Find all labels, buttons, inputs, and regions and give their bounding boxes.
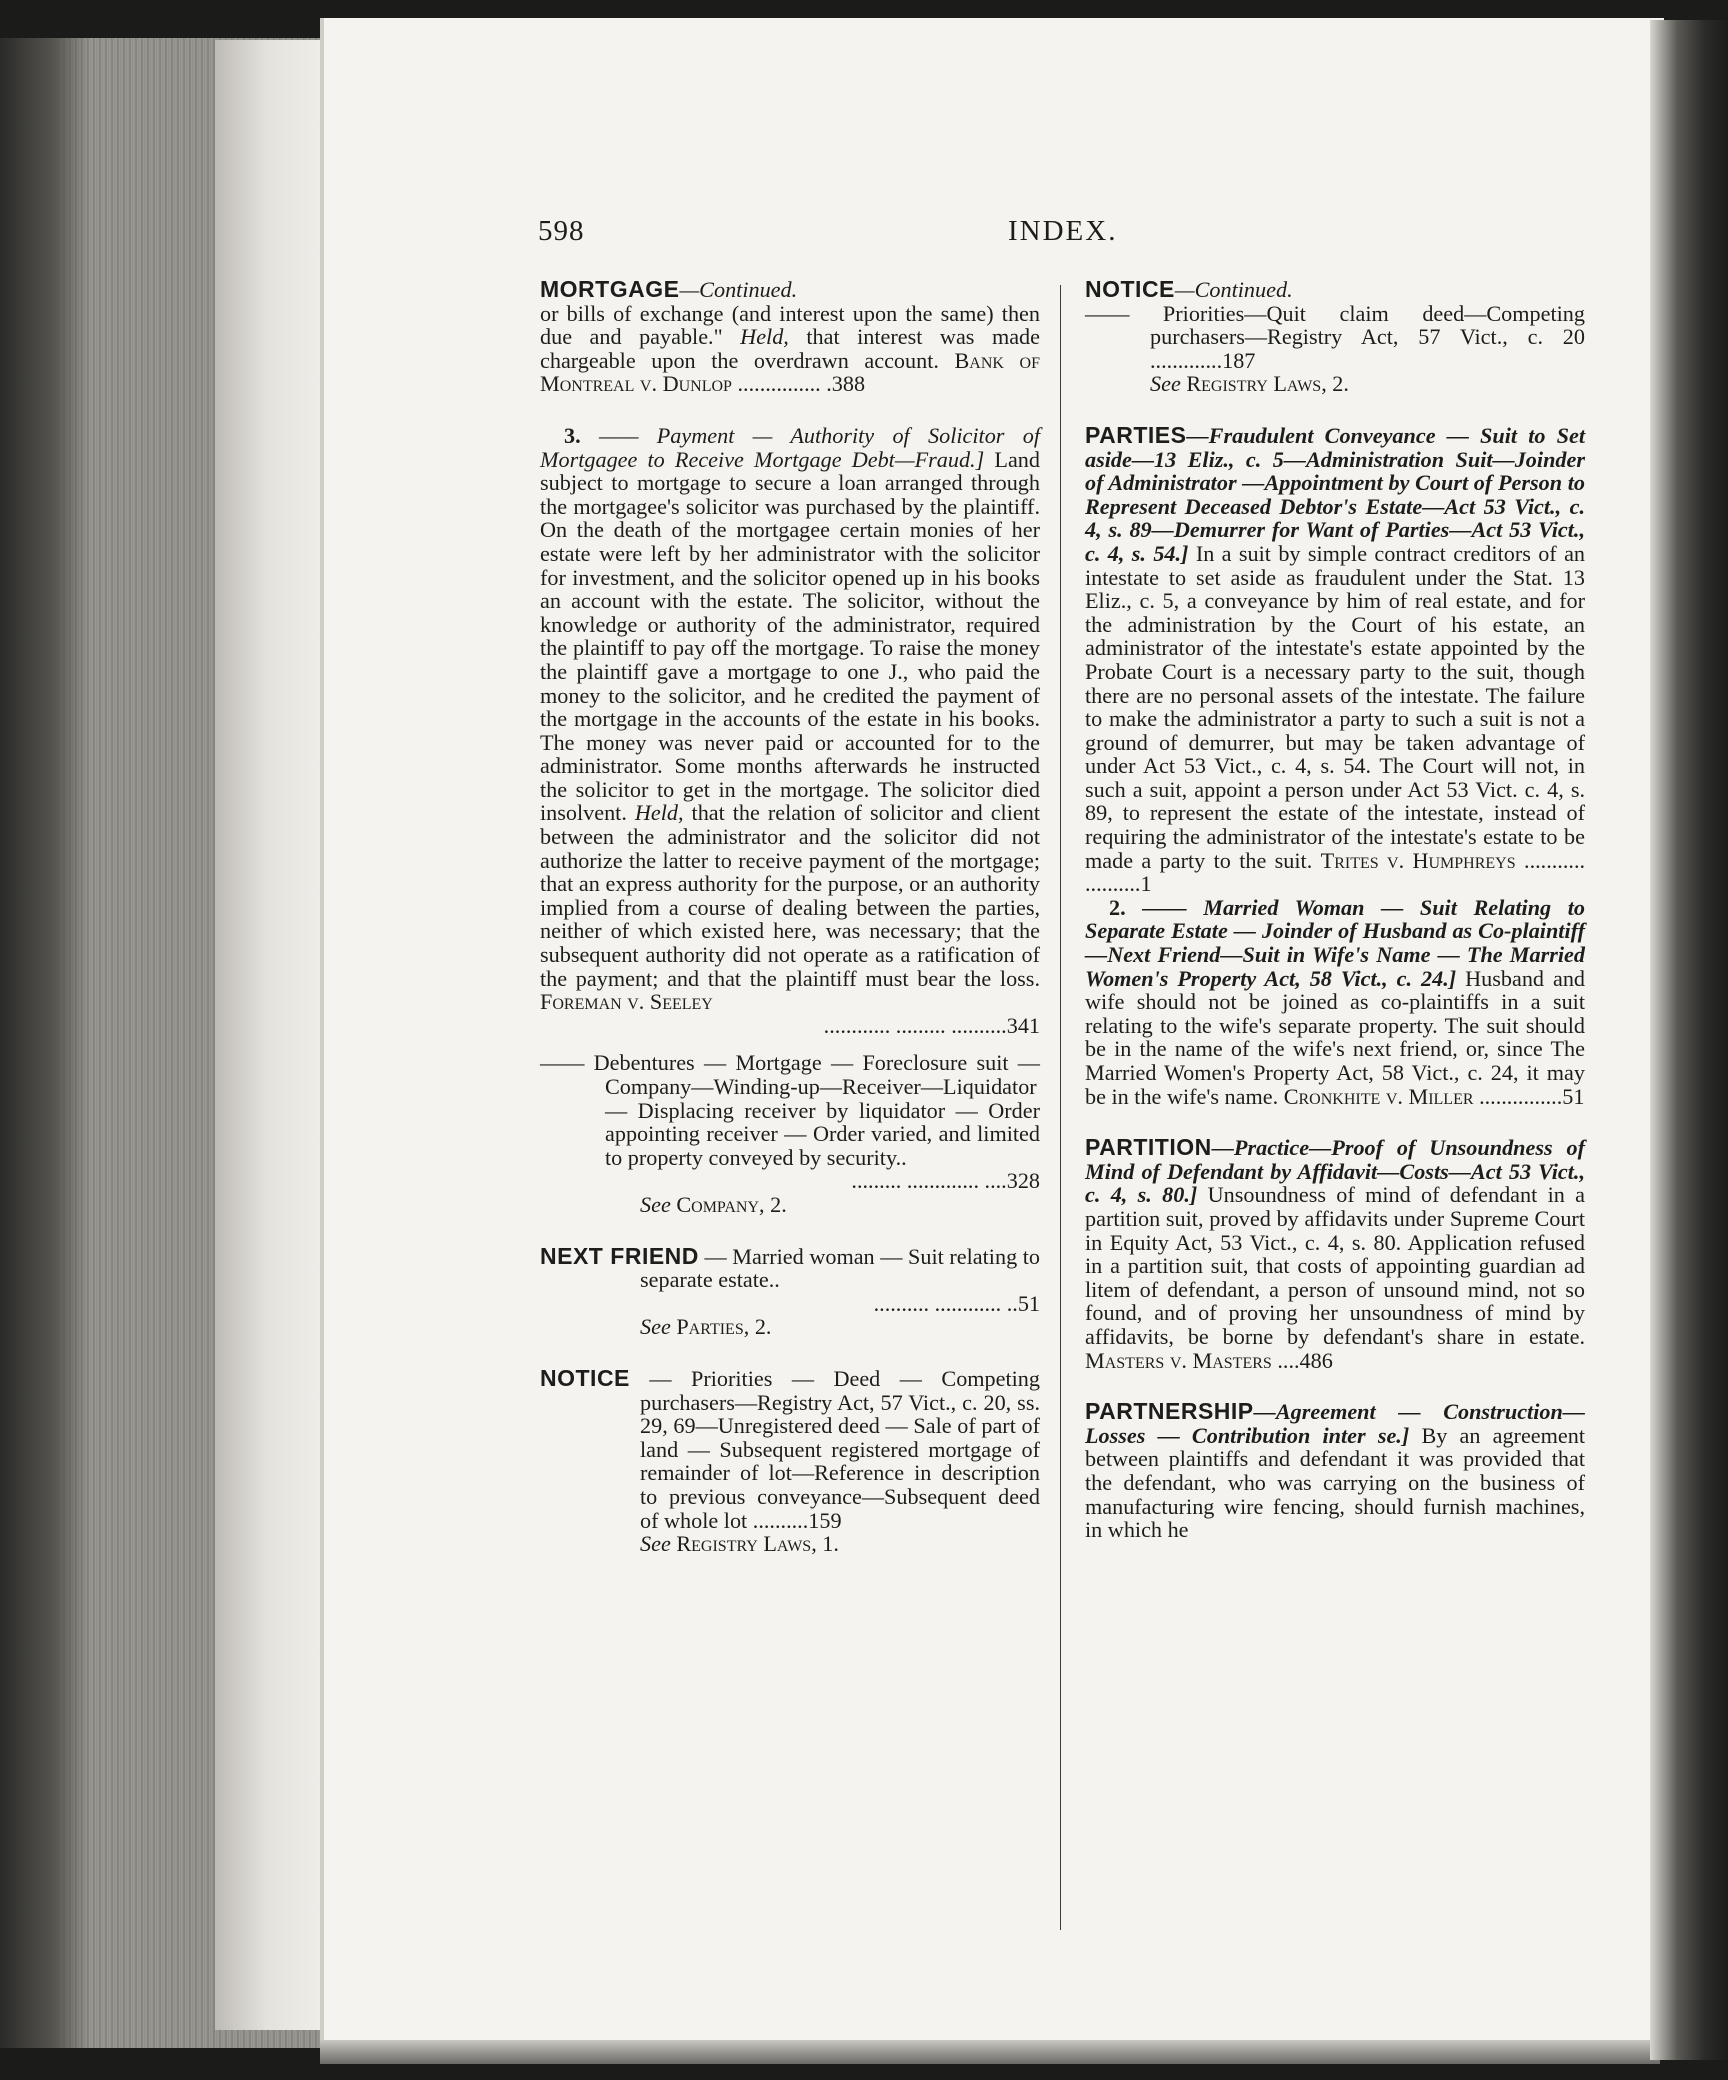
entry-heading: NOTICE bbox=[540, 1364, 630, 1391]
page-bottom-edge bbox=[320, 2040, 1660, 2064]
index-entry-parties bbox=[1085, 421, 1586, 897]
page-ref: .......... ............ ..51 bbox=[873, 1290, 1040, 1316]
entry-text: that interest was made chargeable upon the overdrawn account. bbox=[540, 324, 1040, 373]
entry-title: —Practice—Proof of Unsoundness of Mind of Defendant by Affidavit—Costs—Act 53 Vict., c. 4, s. 80.] bbox=[1085, 1135, 1585, 1208]
see-reference bbox=[1085, 372, 1585, 396]
see-label: See bbox=[640, 1314, 671, 1340]
see-target: Company, 2. bbox=[676, 1191, 787, 1217]
entry-number: 3. bbox=[564, 422, 581, 448]
entry-text: that the relation of solicitor and client between the administrator and the solicitor did not authorize the latter to receive payment of the mortgage; that an express authority for the purpose, or an authority implied from a course of dealing between the parties, neither of which existed here, was necessary; that the subsequent authority did not operate as a ratification of the payment; and that the plaintiff must bear the loss. bbox=[540, 800, 1040, 991]
running-title: INDEX. bbox=[1008, 215, 1118, 247]
entry-heading: MORTGAGE bbox=[540, 276, 680, 302]
entry-body bbox=[540, 302, 1040, 396]
index-entry-partnership bbox=[1085, 1400, 1585, 1542]
binding-shadow bbox=[1650, 20, 1728, 2060]
case-name: Bank of Montreal v. Dunlop bbox=[540, 347, 1041, 397]
page-number: 598 bbox=[538, 215, 585, 247]
page-ref: ........... ..........1 bbox=[1085, 847, 1586, 897]
right-column bbox=[1085, 278, 1585, 1542]
see-label: See bbox=[1150, 371, 1181, 397]
see-target: Registry Laws, 2. bbox=[1186, 371, 1349, 397]
page-ref: ....486 bbox=[1277, 1347, 1333, 1373]
case-name: Foreman v. Seeley bbox=[540, 989, 713, 1015]
case-name: Cronkhite v. Miller bbox=[1283, 1083, 1474, 1109]
entry-heading: NEXT FRIEND bbox=[540, 1242, 699, 1269]
entry-text: or bills of exchange (and interest upon the same) then due and payable." bbox=[540, 300, 1040, 350]
entry-text: —— Debentures — Mortgage — Foreclosure suit — Company—Winding-up—Receiver—Liquidator — Displacing receiver by liquidator — Order appointing receiver — Order varied, and limited to property conveyed by security.. bbox=[540, 1050, 1040, 1170]
entry-continued: —Continued. bbox=[679, 277, 798, 302]
index-entry-partition bbox=[1085, 1136, 1585, 1372]
entry-title: —— Married Woman — Suit Relating to Separate Estate — Joinder of Husband as Co-plaintiff—Next Friend—Suit in Wife's Name — The Married Women's Property Act, 58 Vict., c. 24.] bbox=[1085, 894, 1585, 991]
entry-number: 2. bbox=[1109, 894, 1126, 920]
index-entry-next-friend bbox=[540, 1242, 1041, 1293]
column-divider bbox=[1060, 285, 1061, 1930]
entry-continued: —Continued. bbox=[1174, 277, 1293, 302]
entry-title: —Agreement — Construction—Losses — Contribution inter se.] bbox=[1085, 1399, 1585, 1448]
index-entry-debentures bbox=[540, 1051, 1040, 1169]
page-ref: ......... ............. ....328 bbox=[851, 1168, 1040, 1194]
see-target: Parties, 2. bbox=[676, 1314, 772, 1340]
entry-heading: PARTNERSHIP bbox=[1085, 1398, 1254, 1425]
page-ref: .............187 bbox=[1150, 347, 1256, 373]
entry-text: By an agreement between plaintiffs and defendant it was provided that the defendant, who was carrying on the business of manufacturing wire fencing, should furnish machines, in which he bbox=[1085, 1422, 1586, 1543]
see-reference bbox=[540, 1315, 1040, 1339]
entry-text: Land subject to mortgage to secure a loan arranged through the mortgagee's solicitor was purchased by the plaintiff. On the death of the mortgagee certain monies of her estate were left by her administrator with the solicitor for investment, and the solicitor opened up in his books an account with the estate. The solicitor, without the knowledge or authority of the administrator, required the plaintiff to pay off the mortgage. To raise the money the plaintiff gave a mortgage to one J., who paid the money to the solicitor, and he credited the payment of the mortgage in the accounts of the estate in his books. The money was never paid or accounted for to the administrator. Some months afterwards he instructed the solicitor to get in the mortgage. The solicitor died insolvent. bbox=[540, 446, 1040, 826]
page-ref: ............... .388 bbox=[737, 371, 866, 397]
entry-heading: NOTICE bbox=[1085, 276, 1175, 302]
entry-text: Unsoundness of mind of defendant in a partition suit, proved by affidavits under Supreme Court in Equity Act, 53 Vict., c. 4, s. 80. Application refused in a partition suit, that costs of appointing guardian ad litem of defendant, a person of unsound mind, not so found, and of proving her unsoundness of mind by affidavits, be borne by defendant's share in estate. bbox=[1085, 1182, 1586, 1349]
entry-heading: PARTIES bbox=[1085, 421, 1187, 448]
see-label: See bbox=[640, 1191, 671, 1217]
left-column bbox=[540, 278, 1040, 1556]
see-reference bbox=[540, 1193, 1040, 1217]
held-label: Held, bbox=[740, 324, 789, 350]
index-entry-notice-2 bbox=[1085, 302, 1585, 373]
entry-text: —— Priorities—Quit claim deed—Competing purchasers—Registry Act, 57 Vict., c. 20 bbox=[1085, 300, 1585, 350]
entry-text: Husband and wife should not be joined as co-plaintiffs in a suit relating to the wife's separate property. The suit should be in the name of the wife's next friend, or, since The Married Women's Property Act, 58 Vict., c. 24, it may be in the wife's name. bbox=[1085, 965, 1586, 1109]
held-label: Held, bbox=[634, 800, 684, 826]
entry-title: —— Payment — Authority of Solicitor of Mortgagee to Receive Mortgage Debt—Fraud.] bbox=[540, 422, 1041, 472]
page-block-shadow bbox=[0, 38, 90, 2048]
see-reference bbox=[540, 1532, 1040, 1556]
entry-heading: PARTITION bbox=[1085, 1134, 1212, 1161]
page-ref: ...............51 bbox=[1479, 1083, 1585, 1109]
entry-text: In a suit by simple contract creditors of an intestate to set aside as fraudulent under the Stat. 13 Eliz., c. 5, a conveyance by him of real estate, and for the administration by the Court of his estate, an administrator of the intestate's estate appointed by the Probate Court is a necessary party to the suit, though there are no personal assets of the intestate. The failure to make the administrator a party to such a suit is not a ground of demurrer, but may be taken advantage of under Act 53 Vict., c. 4, s. 54. The Court will not, in such a suit, appoint a person under Act 53 Vict. c. 4, s. 89, to represent the estate of the intestate, instead of requiring the administrator of the intestate's estate to be made a party to the suit. bbox=[1085, 540, 1586, 873]
see-label: See bbox=[640, 1531, 671, 1557]
index-entry-notice bbox=[540, 1364, 1040, 1533]
page-ref: ..........159 bbox=[752, 1507, 842, 1533]
page-ref: ............ ......... ..........341 bbox=[823, 1012, 1040, 1038]
index-entry-mortgage-continued bbox=[540, 278, 1040, 302]
entry-text: — Married woman — Suit relating to separate estate.. bbox=[640, 1243, 1041, 1293]
index-entry-mortgage-3 bbox=[540, 424, 1040, 1014]
case-name: Masters v. Masters bbox=[1085, 1347, 1272, 1373]
index-entry-notice-continued bbox=[1085, 278, 1585, 302]
index-entry-parties-2 bbox=[1085, 896, 1585, 1108]
entry-title: —Fraudulent Conveyance — Suit to Set aside—13 Eliz., c. 5—Administration Suit—Joinder of Administrator —Appointment by Court of Person to Represent Deceased Debtor's Estate—Act 53 Vict., c. 4, s. 89—Demurrer for Want of Parties—Act 53 Vict., c. 4, s. 54.] bbox=[1085, 422, 1585, 566]
see-target: Registry Laws, 1. bbox=[676, 1531, 839, 1557]
entry-text: — Priorities — Deed — Competing purchasers—Registry Act, 57 Vict., c. 20, ss. 29, 69—Unregistered deed — Sale of part of land — Subsequent registered mortgage of remainder of lot—Reference in description to previous conveyance—Subsequent deed of whole lot bbox=[640, 1365, 1040, 1533]
case-name: Trites v. Humphreys bbox=[1320, 847, 1516, 873]
